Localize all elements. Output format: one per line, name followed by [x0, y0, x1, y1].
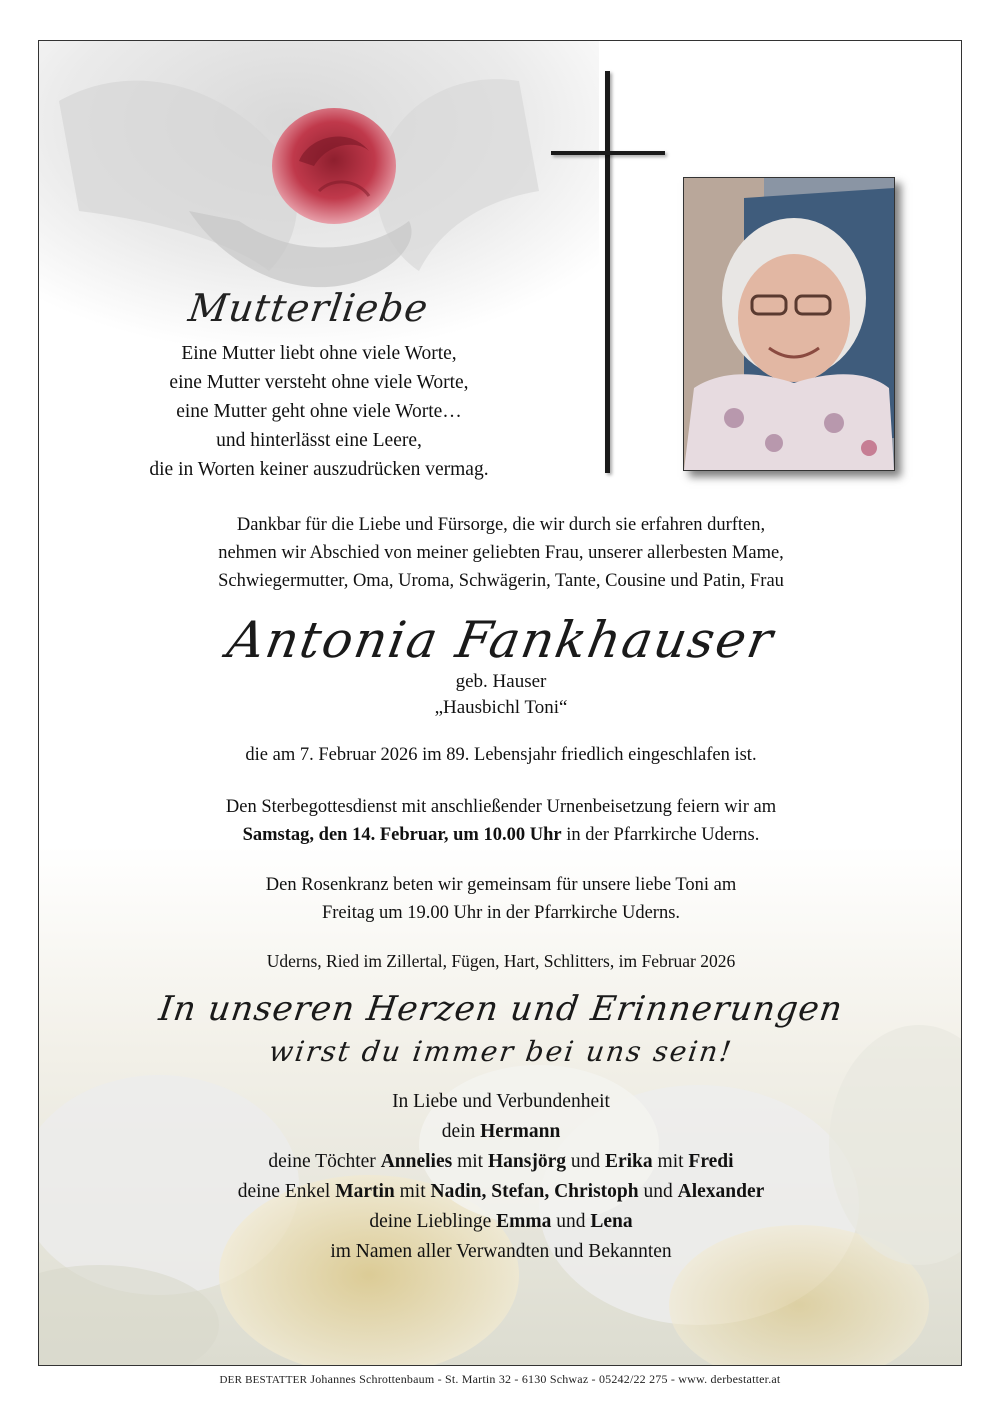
mourner-daughters: [99, 1147, 903, 1177]
places-date: Uderns, Ried im Zillertal, Fügen, Hart, Schlitters, im Februar 2026: [266, 951, 736, 971]
poem-line: Eine Mutter liebt ohne viele Worte,: [181, 343, 457, 364]
maiden-name: geb. Hauser: [455, 671, 547, 692]
footer-brand: DER BESTATTER: [219, 1374, 308, 1386]
maiden-name-block: [99, 669, 903, 721]
label-text: dein: [441, 1121, 481, 1142]
daughter-name: Annelies: [380, 1151, 453, 1172]
service-info: [99, 793, 903, 849]
poem-line: eine Mutter versteht ohne viele Worte,: [169, 372, 469, 393]
mourners-closing: im Namen aller Verwandten und Bekannten: [330, 1241, 672, 1262]
intro-line: Dankbar für die Liebe und Fürsorge, die wir durch sie erfahren durften,: [236, 515, 766, 535]
partner-name: Fredi: [688, 1151, 734, 1172]
service-line-2: [99, 821, 903, 849]
darling-name: Emma: [496, 1211, 552, 1232]
rosary-line: Den Rosenkranz beten wir gemeinsam für unsere liebe Toni am: [265, 875, 737, 895]
motto-line-2: wirst du immer bei uns sein!: [266, 1035, 736, 1068]
intro-line: nehmen wir Abschied von meiner geliebten Frau, unserer allerbesten Mame,: [218, 543, 784, 563]
poem-title: Mutterliebe: [185, 286, 432, 330]
poem: [99, 339, 539, 484]
connector-text: mit: [452, 1151, 488, 1172]
footer: [0, 1372, 1000, 1387]
intro-text: [99, 511, 903, 595]
connector-text: und: [638, 1181, 678, 1202]
poem-line: eine Mutter geht ohne viele Worte…: [176, 401, 462, 422]
footer-details: Johannes Schrottenbaum - St. Martin 32 - 6130 Schwaz - 05242/22 275 - www. derbestatter.at: [307, 1372, 781, 1386]
grandchild-name: Christoph: [549, 1181, 639, 1202]
mourners-intro: In Liebe und Verbundenheit: [392, 1091, 610, 1112]
service-place: in der Pfarrkirche Uderns.: [561, 825, 760, 845]
obituary-frame: [38, 40, 962, 1366]
label-text: deine Töchter: [268, 1151, 381, 1172]
deceased-name: Antonia Fankhauser: [223, 611, 779, 669]
poem-line: und hinterlässt eine Leere,: [216, 430, 422, 451]
mourner-husband: [99, 1117, 903, 1147]
label-text: deine Enkel: [237, 1181, 336, 1202]
service-date: Samstag, den 14. Februar, um 10.00 Uhr: [242, 825, 562, 845]
intro-line: Schwiegermutter, Oma, Uroma, Schwägerin, Tante, Cousine und Patin, Frau: [218, 571, 784, 591]
rosary-line: Freitag um 19.00 Uhr in der Pfarrkirche Uderns.: [321, 903, 681, 923]
service-line: Den Sterbegottesdienst mit anschließender Urnenbeisetzung feiern wir am: [225, 797, 777, 817]
grandchild-name: Alexander: [677, 1181, 765, 1202]
label-text: deine Lieblinge: [369, 1211, 497, 1232]
motto-line-1: In unseren Herzen und Erinnerungen: [156, 989, 846, 1029]
partner-name: Nadin,: [430, 1181, 487, 1202]
connector-text: mit: [652, 1151, 689, 1172]
daughter-name: Erika: [604, 1151, 653, 1172]
grandchild-name: Stefan,: [486, 1181, 550, 1202]
portrait-photo: [683, 177, 895, 471]
mourners-list: [99, 1087, 903, 1267]
husband-name: Hermann: [480, 1121, 561, 1142]
connector-text: und: [565, 1151, 605, 1172]
mourner-darlings: [99, 1207, 903, 1237]
connector-text: mit: [394, 1181, 431, 1202]
mourner-grandchildren: [99, 1177, 903, 1207]
poem-line: die in Worten keiner auszudrücken vermag.: [149, 459, 489, 480]
connector-text: und: [551, 1211, 591, 1232]
darling-name: Lena: [590, 1211, 633, 1232]
nickname: „Hausbichl Toni“: [434, 697, 568, 718]
rosary-info: [99, 871, 903, 927]
partner-name: Hansjörg: [487, 1151, 566, 1172]
grandchild-name: Martin: [335, 1181, 395, 1202]
death-notice: die am 7. Februar 2026 im 89. Lebensjahr friedlich eingeschlafen ist.: [245, 745, 757, 765]
cross-icon: [551, 71, 671, 473]
